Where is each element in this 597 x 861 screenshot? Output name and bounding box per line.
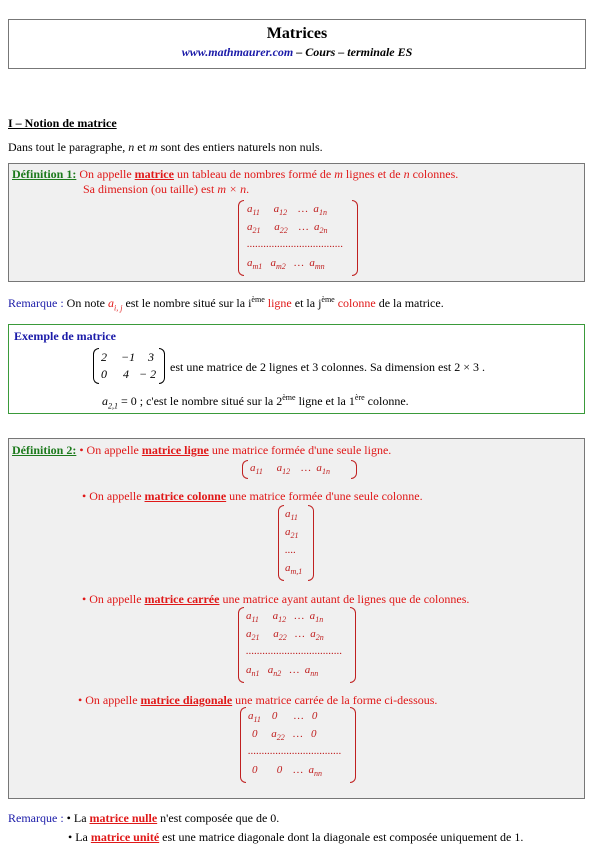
diagonal-matrix: $a_{11}$ 0 … 0 0 $a_{22}$ … 0 .................................. 0 0 … $a_{nn}$ <box>240 707 356 783</box>
general-matrix: $a_{11}$ $a_{12}$ … $a_{1n}$ $a_{21}$ $a_{22}$ … $a_{2n}$ ................................... $a_{m1}$ $a_{m2}$ … $a_{mn}$ <box>238 200 358 276</box>
definition-1-line1: Définition 1: On appelle matrice un tableau de nombres formé de m lignes et de n colonnes. <box>12 167 459 181</box>
site-link[interactable]: www.mathmaurer.com <box>181 45 294 59</box>
square-matrix: $a_{11}$ $a_{12}$ … $a_{1n}$ $a_{21}$ $a_{22}$ … $a_{2n}$ ................................... $a_{n1}$ $a_{n2}$ … $a_{nn}$ <box>238 607 356 683</box>
right-paren <box>352 200 358 276</box>
definition-2-item-diagonal: • On appelle matrice diagonale une matrice carrée de la forme ci-dessous. <box>78 693 438 707</box>
definition-2-item-column: • On appelle matrice colonne une matrice formée d'une seule colonne. <box>82 489 423 503</box>
section-intro: Dans tout le paragraphe, n et m sont des entiers naturels non nuls. <box>8 140 323 154</box>
definition-1-line2: Sa dimension (ou taille) est m × n. <box>83 182 250 196</box>
definition-2-item-line: Définition 2: • On appelle matrice ligne une matrice formée d'une seule ligne. <box>12 443 392 457</box>
row-matrix: $a_{11}$ $a_{12}$ … $a_{1n}$ <box>242 460 357 479</box>
page-subtitle: www.mathmaurer.com – Cours – terminale ES <box>181 45 413 59</box>
example-description: est une matrice de 2 lignes et 3 colonnes. Sa dimension est 2 × 3 . <box>170 360 486 374</box>
example-matrix: 2 −1 3 0 4 − 2 <box>93 348 165 384</box>
title-box <box>8 19 586 69</box>
definition-2-item-square: • On appelle matrice carrée une matrice ayant autant de lignes que de colonnes. <box>82 592 470 606</box>
column-matrix: $a_{11}$ $a_{21}$ .... $a_{m,1}$ <box>278 505 314 581</box>
section-heading: I – Notion de matrice <box>8 116 117 130</box>
remark-1: Remarque : On note $a_{i, j}$ est le nombre situé sur la $i^{ème}$ ligne et la $j^{ème}$ colonne de la matrice. <box>8 295 444 313</box>
page-title: Matrices <box>266 25 328 42</box>
left-paren <box>238 200 244 276</box>
remark-2-line2: • La matrice unité est une matrice diagonale dont la diagonale est composée uniquement de 1. <box>68 830 524 844</box>
remark-2-line1: Remarque : • La matrice nulle n'est composée que de 0. <box>8 811 280 825</box>
example-label: Exemple de matrice <box>14 329 116 343</box>
example-element-note: $a_{2,1} = 0$ ; c'est le nombre situé sur la 2ème ligne et la 1ère colonne. <box>102 393 409 411</box>
